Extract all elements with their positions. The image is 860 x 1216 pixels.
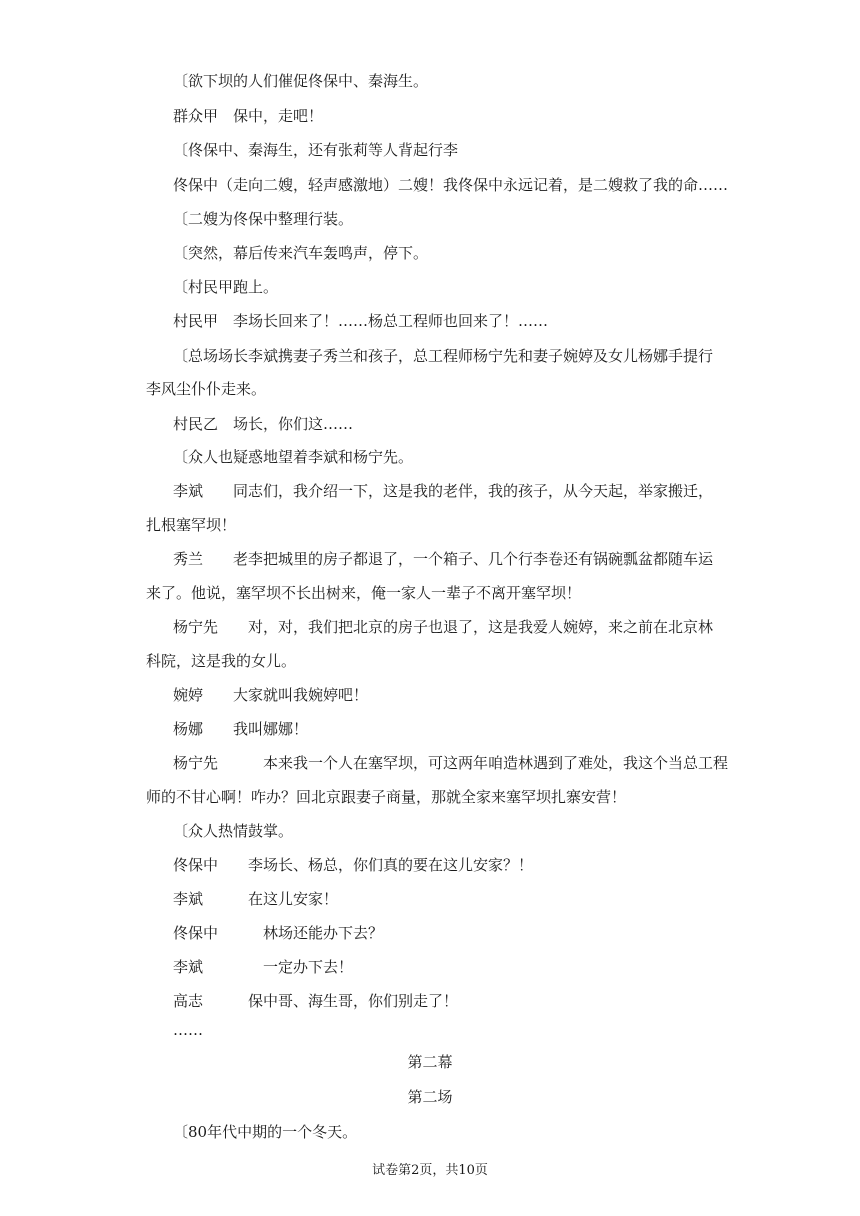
dialogue-line-continued: 师的不甘心啊！咋办？回北京跟妻子商量，那就全家来塞罕坝扎寨安营！ bbox=[146, 788, 627, 806]
dialogue-line-continued: 科院，这是我的女儿。 bbox=[146, 652, 297, 670]
scene-direction: 〔80年代中期的一个冬天。 bbox=[173, 1123, 358, 1141]
dialogue-line: 杨娜 我叫娜娜！ bbox=[173, 720, 309, 738]
stage-direction: 〔总场场长李斌携妻子秀兰和孩子，总工程师杨宁先和妻子婉婷及女儿杨娜手提行 bbox=[173, 347, 714, 365]
dialogue-line: 佟保中（走向二嫂，轻声感激地）二嫂！我佟保中永远记着，是二嫂救了我的命…… bbox=[173, 176, 729, 194]
stage-direction: 〔众人热情鼓掌。 bbox=[173, 822, 294, 840]
stage-direction: 〔突然，幕后传来汽车轰鸣声，停下。 bbox=[173, 244, 429, 262]
page-footer: 试卷第2页，共10页 bbox=[372, 1163, 488, 1178]
dialogue-line: 杨宁先 对，对，我们把北京的房子也退了，这是我爱人婉婷，来之前在北京林 bbox=[173, 618, 714, 636]
dialogue-line: 高志 保中哥、海生哥，你们别走了！ bbox=[173, 992, 459, 1010]
dialogue-line-continued: 来了。他说，塞罕坝不长出树来，俺一家人一辈子不离开塞罕坝！ bbox=[146, 584, 582, 602]
dialogue-line: 佟保中 林场还能办下去？ bbox=[173, 924, 384, 942]
dialogue-line: 村民乙 场长，你们这…… bbox=[173, 415, 354, 433]
stage-direction: 〔佟保中、秦海生，还有张莉等人背起行李 bbox=[173, 141, 459, 159]
stage-direction: 〔二嫂为佟保中整理行装。 bbox=[173, 210, 354, 228]
act-title: 第二幕 bbox=[407, 1053, 453, 1071]
dialogue-line: 李斌 同志们，我介绍一下，这是我的老伴，我的孩子，从今天起，举家搬迁， bbox=[173, 482, 714, 500]
ellipsis: …… bbox=[173, 1021, 203, 1039]
dialogue-line: 村民甲 李场长回来了！……杨总工程师也回来了！…… bbox=[173, 312, 549, 330]
dialogue-line: 婉婷 大家就叫我婉婷吧！ bbox=[173, 686, 369, 704]
dialogue-line: 李斌 一定办下去！ bbox=[173, 958, 354, 976]
dialogue-line-continued: 扎根塞罕坝！ bbox=[146, 516, 237, 534]
stage-direction: 〔欲下坝的人们催促佟保中、秦海生。 bbox=[173, 72, 429, 90]
dialogue-line: 李斌 在这儿安家！ bbox=[173, 890, 339, 908]
stage-direction: 〔村民甲跑上。 bbox=[173, 278, 279, 296]
stage-direction-continued: 李风尘仆仆走来。 bbox=[146, 380, 267, 398]
dialogue-line: 群众甲 保中，走吧！ bbox=[173, 107, 324, 125]
dialogue-line: 佟保中 李场长、杨总，你们真的要在这儿安家？！ bbox=[173, 856, 534, 874]
dialogue-line: 杨宁先 本来我一个人在塞罕坝，可这两年咱造林遇到了难处，我这个当总工程 bbox=[173, 754, 729, 772]
dialogue-line: 秀兰 老李把城里的房子都退了，一个箱子、几个行李卷还有锅碗瓢盆都随车运 bbox=[173, 550, 714, 568]
scene-title: 第二场 bbox=[407, 1088, 453, 1106]
stage-direction: 〔众人也疑惑地望着李斌和杨宁先。 bbox=[173, 448, 414, 466]
